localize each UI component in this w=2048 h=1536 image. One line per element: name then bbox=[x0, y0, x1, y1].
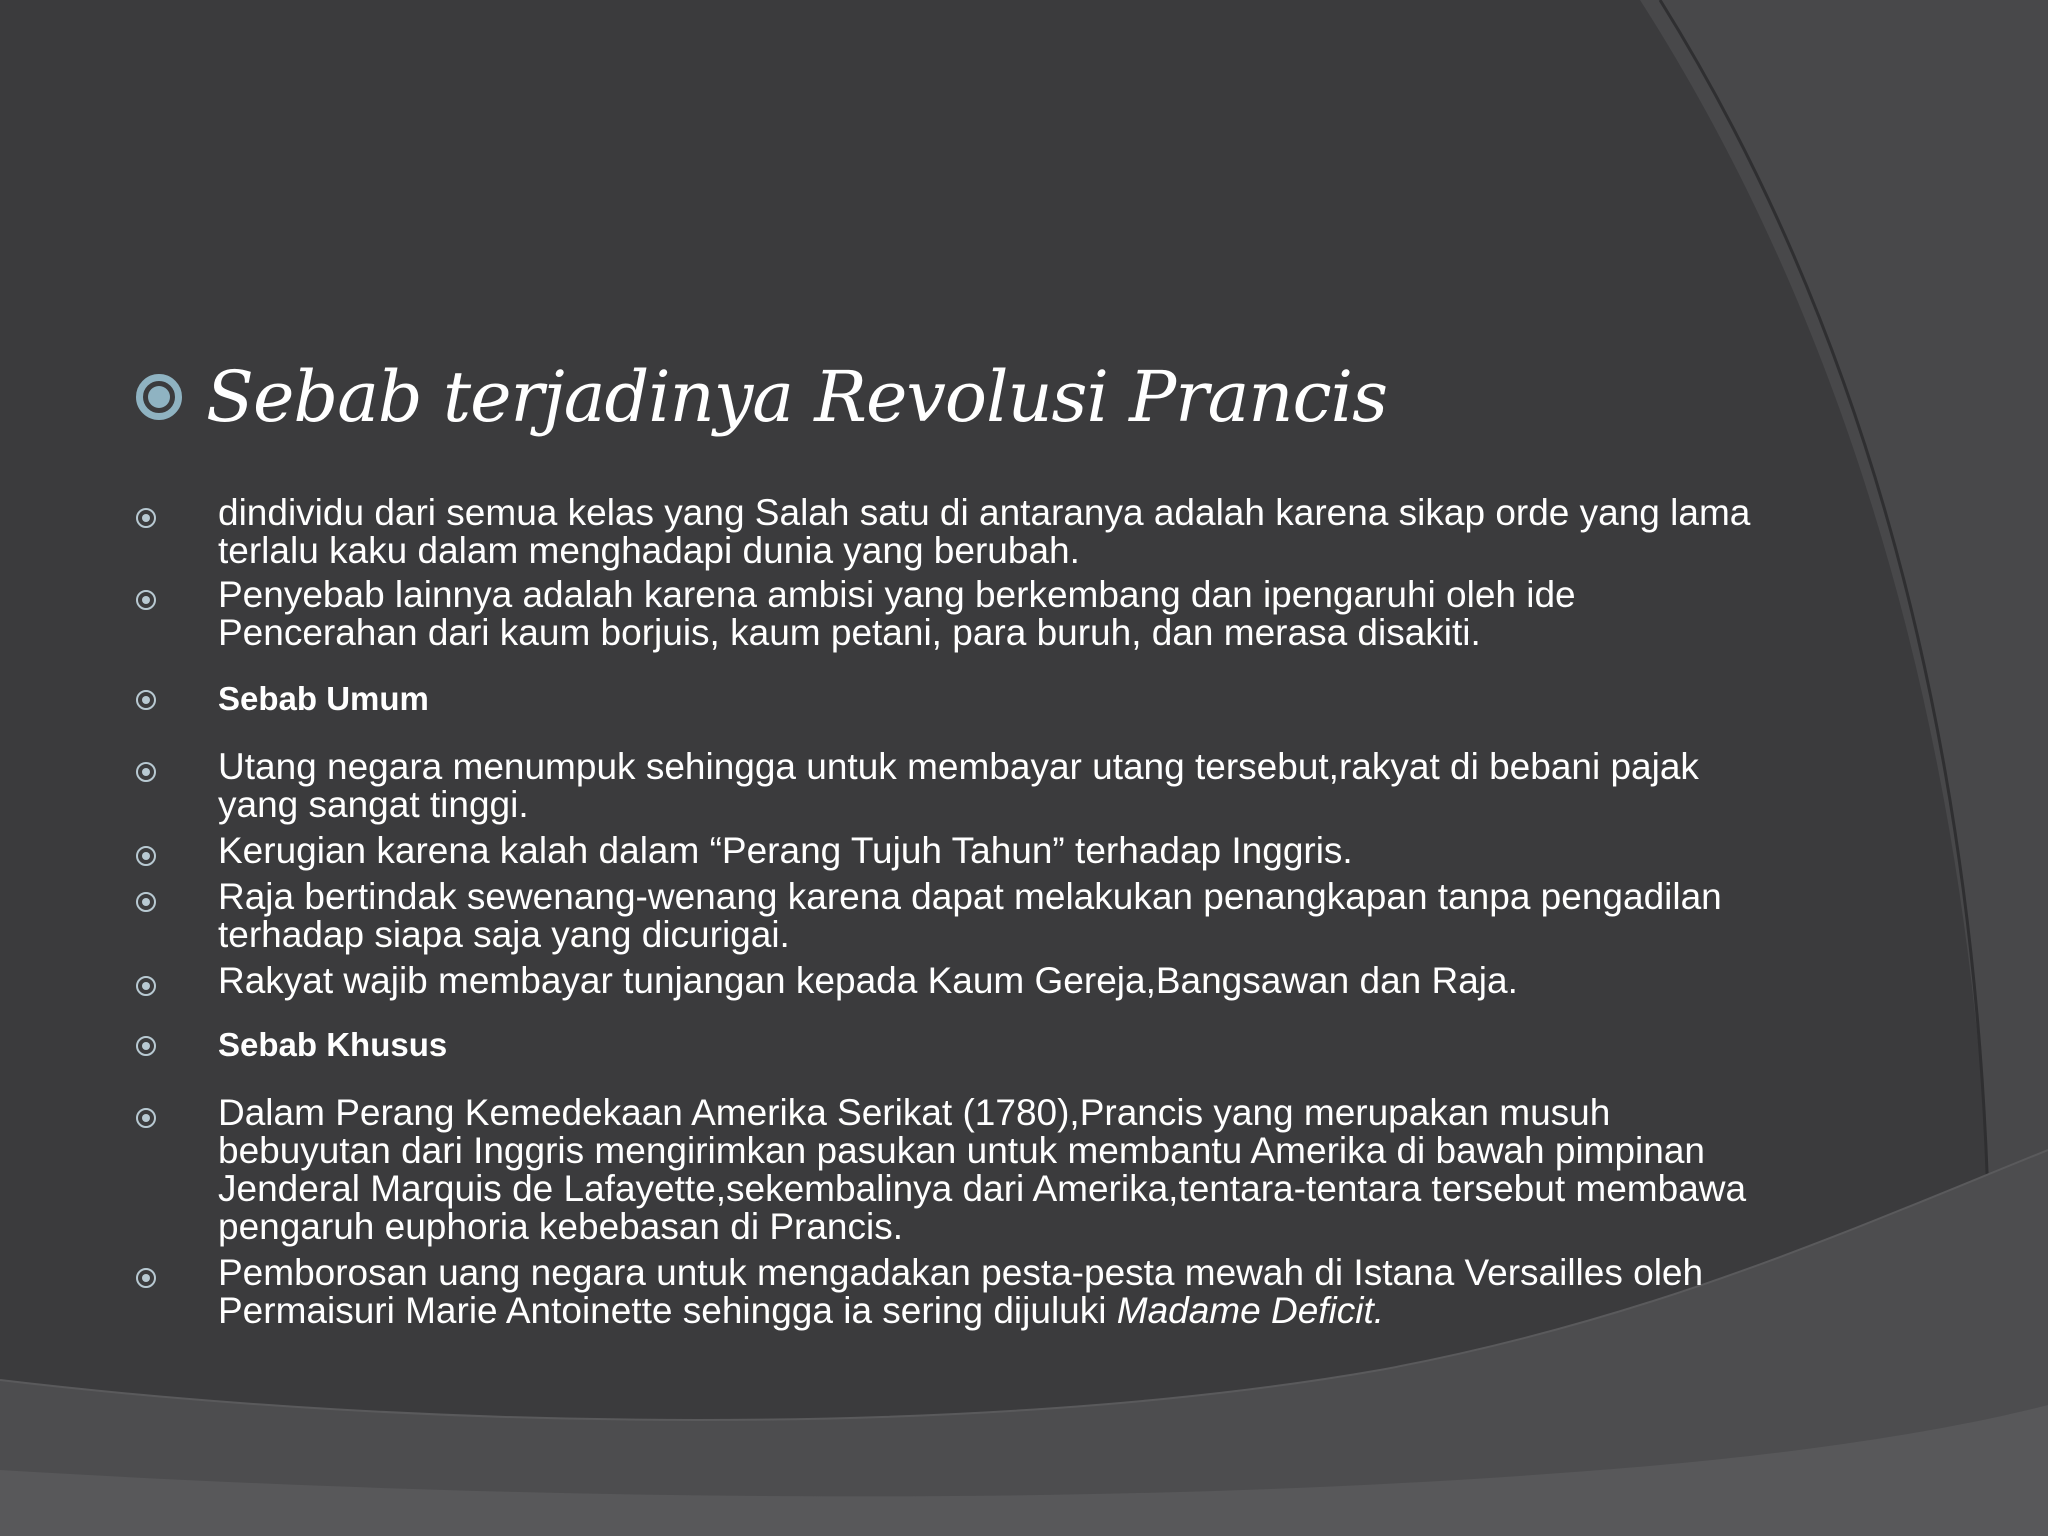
bullet-icon bbox=[136, 976, 156, 996]
list-item-text: Dalam Perang Kemedekaan Amerika Serikat (1780),Prancis yang merupakan musuh bebuyutan dari Inggris mengirimkan pasukan untuk membantu Amerika di bawah pimpinan Jenderal Marquis de Lafayette,sekembalinya dari Amerika,tentara-tentara tersebut membawa pengaruh euphoria kebebasan di Prancis. bbox=[218, 1092, 1747, 1247]
list-item-text: Penyebab lainnya adalah karena ambisi yang berkembang dan ipengaruhi oleh ide Pencerahan dari kaum borjuis, kaum petani, para buruh, dan merasa disakiti. bbox=[218, 574, 1576, 653]
list-item-text: Utang negara menumpuk sehingga untuk membayar utang tersebut,rakyat di bebani pajak yang sangat tinggi. bbox=[218, 746, 1699, 825]
bullet-icon bbox=[136, 1108, 156, 1128]
bullet-icon bbox=[136, 1268, 156, 1288]
bullet-icon bbox=[136, 892, 156, 912]
list-item-text: Raja bertindak sewenang-wenang karena dapat melakukan penangkapan tanpa pengadilan terhadap siapa saja yang dicurigai. bbox=[218, 876, 1722, 955]
list-item-text-italic: Madame Deficit. bbox=[1116, 1290, 1385, 1331]
list-item bbox=[136, 878, 1776, 954]
list-item-text bbox=[218, 1254, 1776, 1330]
list-item bbox=[136, 962, 1776, 1000]
slide-heading bbox=[136, 356, 1387, 438]
list-item bbox=[136, 832, 1776, 870]
bullet-icon bbox=[136, 590, 156, 610]
list-item-text: Kerugian karena kalah dalam “Perang Tujuh Tahun” terhadap Inggris. bbox=[218, 830, 1353, 871]
bullet-icon bbox=[136, 508, 156, 528]
section-heading-sebab-umum bbox=[136, 680, 1776, 718]
bullet-icon bbox=[136, 1036, 156, 1056]
section-heading-sebab-khusus bbox=[136, 1026, 1776, 1064]
list-item bbox=[136, 748, 1776, 824]
bullet-icon bbox=[136, 846, 156, 866]
list-item bbox=[136, 1094, 1776, 1246]
slide-title: Sebab terjadinya Revolusi Prancis bbox=[206, 356, 1387, 438]
list-item bbox=[136, 1254, 1776, 1330]
list-item-text: Sebab Khusus bbox=[218, 1026, 448, 1063]
list-item-text-main: Pemborosan uang negara untuk mengadakan pesta-pesta mewah di Istana Versailles oleh Permaisuri Marie Antoinette sehingga ia sering dijuluki bbox=[218, 1252, 1704, 1331]
bullet-icon bbox=[136, 690, 156, 710]
heading-bullet-icon bbox=[136, 374, 182, 420]
list-item bbox=[136, 576, 1776, 652]
list-item-text: dindividu dari semua kelas yang Salah satu di antaranya adalah karena sikap orde yang lama terlalu kaku dalam menghadapi dunia yang berubah. bbox=[218, 492, 1751, 571]
list-item-text: Rakyat wajib membayar tunjangan kepada Kaum Gereja,Bangsawan dan Raja. bbox=[218, 960, 1518, 1001]
bullet-list bbox=[136, 494, 1776, 1330]
bullet-icon bbox=[136, 762, 156, 782]
list-item bbox=[136, 494, 1776, 570]
list-item-text: Sebab Umum bbox=[218, 680, 429, 717]
